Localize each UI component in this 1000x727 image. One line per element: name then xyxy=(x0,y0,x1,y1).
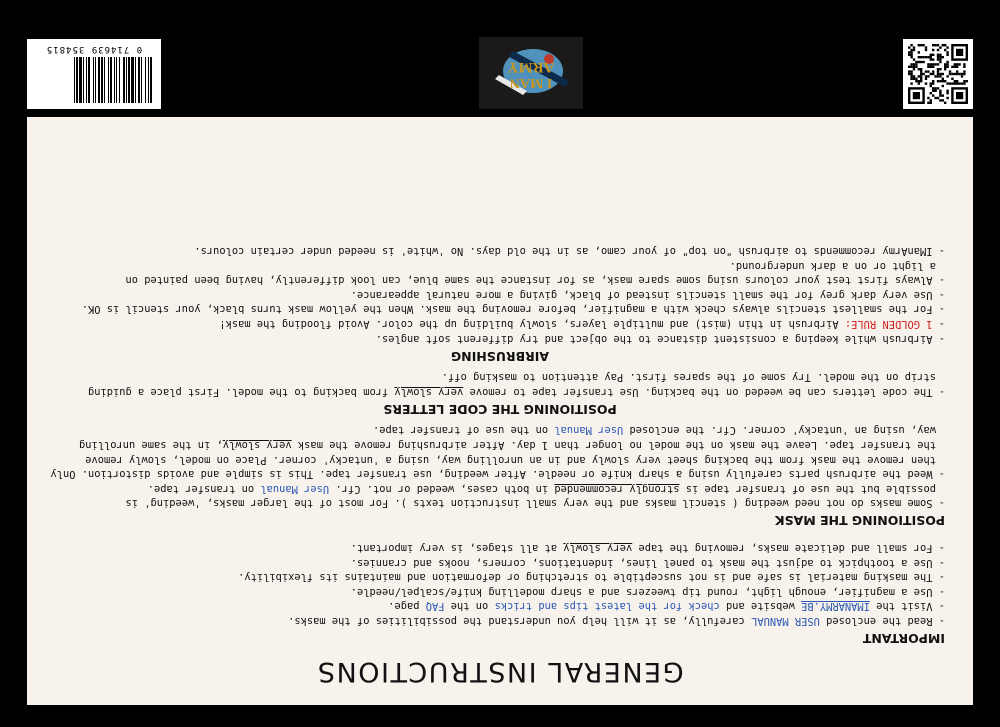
qr-module xyxy=(942,80,944,82)
text-run: - For small and delicate masks, removing the tape xyxy=(632,542,945,555)
qr-module xyxy=(946,97,948,99)
qr-module xyxy=(934,63,936,65)
barcode-bar xyxy=(74,57,75,103)
qr-module xyxy=(920,78,922,80)
qr-module xyxy=(922,44,924,46)
svg-text:ARMY: ARMY xyxy=(507,59,555,75)
qr-module xyxy=(954,63,956,65)
qr-module xyxy=(908,70,910,72)
barcode-bar xyxy=(148,57,149,103)
qr-module xyxy=(944,66,946,68)
qr-module xyxy=(927,66,929,68)
qr-module xyxy=(913,63,915,65)
qr-module xyxy=(930,92,932,94)
qr-module xyxy=(920,44,922,46)
text-run: the transfer tape. Leave the mask on the model no longer than 1 day. After airbrushing remove the mask xyxy=(291,439,936,452)
qr-module xyxy=(910,44,912,46)
qr-module xyxy=(918,44,920,46)
qr-module xyxy=(937,49,939,51)
qr-module xyxy=(937,97,939,99)
barcode-bar xyxy=(128,57,130,103)
qr-module xyxy=(937,63,939,65)
text-run: - Use a magnifier, enough light, round tip tweezers and a sharp modelling knife/scalpel/needle. xyxy=(350,585,945,598)
qr-module xyxy=(915,61,917,63)
barcode-icon xyxy=(34,55,154,103)
barcode-bar xyxy=(119,57,120,103)
qr-module xyxy=(939,68,941,70)
qr-module xyxy=(927,70,929,72)
qr-module xyxy=(920,75,922,77)
qr-module xyxy=(925,78,927,80)
barcode-bar xyxy=(114,57,115,103)
inline-link[interactable]: check for the latest tips and tricks xyxy=(494,600,720,613)
qr-module xyxy=(939,94,941,96)
text-run: strongly recommended xyxy=(554,482,680,495)
qr-module xyxy=(958,63,960,65)
qr-module xyxy=(922,61,924,63)
qr-module xyxy=(908,54,910,56)
important-line xyxy=(55,599,945,614)
barcode-bar xyxy=(93,57,94,103)
positioning-mask-line xyxy=(55,423,945,438)
barcode-bar xyxy=(98,57,100,103)
text-run: - Use very dark grey for the small stencils instead of black, giving a more natural appearance. xyxy=(350,288,945,301)
qr-module xyxy=(918,68,920,70)
qr-module xyxy=(930,56,932,58)
qr-module xyxy=(930,102,932,104)
qr-module xyxy=(918,80,920,82)
qr-module xyxy=(934,90,936,92)
text-run: very slowly xyxy=(394,385,464,398)
text-run: from backing to the model. First place a guiding xyxy=(87,385,395,398)
inline-link[interactable]: User Manual xyxy=(260,482,330,495)
text-run: - Visit the xyxy=(869,600,945,613)
qr-module xyxy=(946,54,948,56)
qr-module xyxy=(951,66,953,68)
barcode-bar xyxy=(141,57,142,103)
qr-module xyxy=(961,73,963,75)
qr-module xyxy=(937,73,939,75)
airbrushing-line xyxy=(55,258,945,273)
qr-finder xyxy=(956,92,963,99)
qr-module xyxy=(942,94,944,96)
qr-module xyxy=(939,56,941,58)
qr-module xyxy=(918,56,920,58)
qr-module xyxy=(930,82,932,84)
qr-module xyxy=(932,63,934,65)
text-run: , in the same unrolling xyxy=(78,439,223,452)
airbrushing-line xyxy=(55,273,945,288)
text-run: possible but the use of transfer tape is xyxy=(679,482,936,495)
qr-module xyxy=(915,80,917,82)
instruction-sheet xyxy=(27,117,973,705)
qr-module xyxy=(954,66,956,68)
qr-module xyxy=(939,46,941,48)
qr-module xyxy=(937,58,939,60)
qr-module xyxy=(961,82,963,84)
qr-module xyxy=(925,49,927,51)
qr-module xyxy=(944,49,946,51)
qr-module xyxy=(949,70,951,72)
barcode-bar xyxy=(101,57,103,103)
qr-module xyxy=(910,66,912,68)
qr-module xyxy=(942,44,944,46)
important-line xyxy=(55,540,945,555)
qr-module xyxy=(956,73,958,75)
positioning-mask-heading: POSITIONING THE MASK xyxy=(774,513,945,529)
text-run: - The code letters can be weeded on the backing. Use transfer tape to remove xyxy=(463,385,945,398)
qr-module xyxy=(918,51,920,53)
qr-module xyxy=(944,68,946,70)
qr-module xyxy=(913,75,915,77)
qr-module xyxy=(910,82,912,84)
qr-module xyxy=(966,80,968,82)
qr-module xyxy=(939,58,941,60)
positioning-mask-line xyxy=(55,452,945,467)
svg-text:I MAN: I MAN xyxy=(509,75,553,90)
barcode xyxy=(27,39,161,109)
text-run: at all stages, is very important. xyxy=(350,542,564,555)
qr-module xyxy=(961,75,963,77)
barcode-bar xyxy=(126,57,127,103)
text-run: - Weed the airbrush parts carefully using a sharp knife or needle. After weeding, use transfer tape. This is simple and avoids distortion. Only xyxy=(50,468,945,481)
text-run: - Always first test your colours using some spare mask, as for instance the same blue, can look differently, having been painted on xyxy=(125,274,945,287)
barcode-bar xyxy=(95,57,96,103)
important-line xyxy=(55,613,945,628)
text-run: 1 GOLDEN RULE: xyxy=(844,318,933,331)
barcode-bar xyxy=(110,57,112,103)
qr-module xyxy=(963,73,965,75)
page-title: GENERAL INSTRUCTIONS xyxy=(316,656,684,687)
qr-module xyxy=(956,63,958,65)
airbrushing-line xyxy=(55,331,945,346)
qr-module xyxy=(910,78,912,80)
inline-link[interactable]: USER MANUAL xyxy=(751,615,820,627)
qr-module xyxy=(913,49,915,51)
important-heading: IMPORTANT xyxy=(862,631,945,646)
qr-module xyxy=(946,75,948,77)
qr-module xyxy=(927,97,929,99)
text-run: - xyxy=(932,318,945,331)
qr-module xyxy=(963,70,965,72)
airbrushing-line xyxy=(55,317,945,332)
qr-module xyxy=(913,58,915,60)
qr-module xyxy=(958,82,960,84)
text-run: - Use a toothpick to adjust the mask to panel lines, indentations, corners, nooks and crannies. xyxy=(350,556,945,569)
qr-module xyxy=(954,82,956,84)
qr-module xyxy=(946,92,948,94)
positioning-code-line xyxy=(55,384,945,399)
text-run: on the use of transfer tape. xyxy=(372,424,555,437)
positioning-code-section xyxy=(55,370,945,399)
text-run: page. xyxy=(388,600,426,613)
text-run: - The masking material is safe and is not susceptible to stretching or deformation and maintains its flexibility. xyxy=(238,571,945,584)
qr-module xyxy=(939,80,941,82)
imanarmy-logo xyxy=(479,37,583,109)
qr-module xyxy=(939,73,941,75)
qr-module xyxy=(913,68,915,70)
qr-module xyxy=(932,87,934,89)
text-run: in both cases, weeded or not. Cfr. xyxy=(329,482,555,495)
barcode-bar xyxy=(116,57,117,103)
qr-module xyxy=(932,73,934,75)
airbrushing-heading: AIRBRUSHING xyxy=(450,348,550,364)
qr-module xyxy=(951,82,953,84)
qr-module xyxy=(920,80,922,82)
qr-module xyxy=(932,49,934,51)
qr-module xyxy=(951,78,953,80)
qr-module xyxy=(956,66,958,68)
important-line xyxy=(55,570,945,585)
qr-finder xyxy=(913,92,920,99)
text-run: on transfer tape. xyxy=(147,482,261,495)
qr-module xyxy=(920,61,922,63)
qr-module xyxy=(908,73,910,75)
text-run: on the xyxy=(444,600,495,613)
text-run: - Some masks do not need weeding ( stencil masks and the very small instruction texts ). For most of the larger masks, 'weeding' is xyxy=(125,497,945,510)
barcode-bar xyxy=(108,57,109,103)
qr-module xyxy=(946,61,948,63)
qr-module xyxy=(925,56,927,58)
barcode-bar xyxy=(145,57,146,103)
barcode-bar xyxy=(88,57,90,103)
qr-module xyxy=(946,51,948,53)
qr-module xyxy=(910,70,912,72)
qr-module xyxy=(951,73,953,75)
qr-module xyxy=(910,56,912,58)
qr-module xyxy=(920,68,922,70)
qr-module xyxy=(954,80,956,82)
qr-finder xyxy=(956,49,963,56)
qr-module xyxy=(942,99,944,101)
qr-module xyxy=(918,82,920,84)
airbrushing-section xyxy=(55,244,945,346)
qr-module xyxy=(939,75,941,77)
text-run: website and xyxy=(719,600,802,613)
text-run: - Read the enclosed xyxy=(819,615,945,627)
qr-module xyxy=(954,73,956,75)
barcode-bar xyxy=(138,57,140,103)
qr-module xyxy=(920,56,922,58)
text-run: strip on the model. Try some of the spares first. Pay attention to masking off. xyxy=(441,371,936,384)
qr-module xyxy=(932,90,934,92)
barcode-bar xyxy=(123,57,125,103)
qr-module xyxy=(956,80,958,82)
positioning-code-heading: POSITIONING THE CODE LETTERS xyxy=(383,401,617,417)
qr-module xyxy=(930,85,932,87)
positioning-mask-line xyxy=(55,481,945,496)
positioning-mask-line xyxy=(55,496,945,511)
qr-module xyxy=(913,78,915,80)
barcode-bar xyxy=(83,57,84,103)
qr-module xyxy=(927,102,929,104)
barcode-digits: 0 714639 354815 xyxy=(45,44,143,54)
qr-module xyxy=(956,70,958,72)
positioning-code-line xyxy=(55,370,945,385)
qr-module xyxy=(939,61,941,63)
text-run: way, using an 'untacky' corner. Cfr. the enclosed xyxy=(623,424,936,437)
qr-module xyxy=(932,44,934,46)
qr-module xyxy=(920,70,922,72)
qr-module xyxy=(920,73,922,75)
logo-emblem-icon xyxy=(479,37,583,109)
qr-module xyxy=(932,80,934,82)
qr-module xyxy=(910,54,912,56)
qr-module xyxy=(946,63,948,65)
inline-link[interactable]: IMANARMY.BE xyxy=(801,600,870,613)
qr-module xyxy=(963,63,965,65)
qr-module xyxy=(922,56,924,58)
text-run: - For the smallest stencils always check with a magnifier, before removing the mask. When the yellow mask turns black, your stencil is OK. xyxy=(81,303,945,316)
qr-code xyxy=(903,39,973,109)
qr-module xyxy=(915,63,917,65)
barcode-bar xyxy=(131,57,134,103)
qr-module xyxy=(942,85,944,87)
qr-module xyxy=(949,73,951,75)
qr-module xyxy=(937,80,939,82)
qr-module xyxy=(930,99,932,101)
qr-module xyxy=(937,68,939,70)
qr-module xyxy=(910,75,912,77)
qr-module xyxy=(937,75,939,77)
qr-module xyxy=(937,54,939,56)
barcode-bar xyxy=(79,57,82,103)
qr-module xyxy=(908,46,910,48)
qr-module xyxy=(963,82,965,84)
qr-module xyxy=(913,66,915,68)
text-run: then remove the mask from the backing sheet very slowly and in an unrolling way, using a 'untacky' corner. Place on model, slowly remove xyxy=(85,453,936,466)
qr-module xyxy=(934,75,936,77)
positioning-mask-section xyxy=(50,423,945,511)
qr-module xyxy=(922,73,924,75)
qr-module xyxy=(927,63,929,65)
barcode-bar xyxy=(86,57,87,103)
qr-module xyxy=(925,75,927,77)
qr-module xyxy=(942,73,944,75)
qr-module xyxy=(930,66,932,68)
qr-module xyxy=(932,94,934,96)
qr-module xyxy=(963,80,965,82)
airbrushing-line xyxy=(55,287,945,302)
qr-module xyxy=(932,82,934,84)
qr-module xyxy=(927,56,929,58)
important-line xyxy=(55,555,945,570)
qr-module xyxy=(930,73,932,75)
text-run: - Airbrush while keeping a consistent distance to the object and try different soft angles. xyxy=(375,332,945,345)
qr-module xyxy=(927,75,929,77)
text-run: a light or on a dark underground. xyxy=(729,259,936,272)
qr-module xyxy=(944,102,946,104)
qr-module xyxy=(934,97,936,99)
qr-module xyxy=(946,46,948,48)
qr-module xyxy=(944,63,946,65)
text-run: very slowly xyxy=(222,439,292,452)
qr-module xyxy=(930,58,932,60)
inline-link[interactable]: User Manual xyxy=(554,424,624,437)
qr-module xyxy=(937,44,939,46)
qr-module xyxy=(939,90,941,92)
qr-module xyxy=(925,70,927,72)
qr-module xyxy=(932,54,934,56)
inline-link[interactable]: FAQ xyxy=(425,600,445,613)
text-run: - IManArmy recommends to airbrush "on top" of your camo, as in the old days. No 'white' is needed under certain colours. xyxy=(194,245,945,258)
qr-module xyxy=(915,78,917,80)
qr-module xyxy=(910,73,912,75)
qr-module xyxy=(925,82,927,84)
qr-code-icon xyxy=(908,44,968,104)
qr-module xyxy=(946,90,948,92)
important-line xyxy=(55,584,945,599)
qr-module xyxy=(934,87,936,89)
qr-module xyxy=(930,63,932,65)
qr-module xyxy=(915,66,917,68)
airbrushing-line xyxy=(55,302,945,317)
airbrushing-line xyxy=(55,244,945,259)
barcode-bar xyxy=(76,57,78,103)
qr-module xyxy=(918,75,920,77)
qr-module xyxy=(932,70,934,72)
barcode-bar xyxy=(150,57,152,103)
important-section xyxy=(55,540,945,628)
qr-module xyxy=(934,44,936,46)
qr-module xyxy=(910,49,912,51)
qr-module xyxy=(937,70,939,72)
text-run: very slowly xyxy=(563,542,633,555)
qr-module xyxy=(942,56,944,58)
qr-module xyxy=(918,61,920,63)
qr-module xyxy=(946,82,948,84)
positioning-mask-line xyxy=(50,467,945,482)
qr-module xyxy=(937,56,939,58)
qr-module xyxy=(937,87,939,89)
qr-module xyxy=(946,66,948,68)
qr-module xyxy=(939,92,941,94)
qr-module xyxy=(939,54,941,56)
qr-module xyxy=(944,80,946,82)
qr-module xyxy=(942,78,944,80)
text-run: Airbrush in thin (mist) and multiple layers, slowly building up the color. Avoid flooding the mask! xyxy=(219,318,845,331)
qr-module xyxy=(930,54,932,56)
qr-module xyxy=(910,63,912,65)
qr-module xyxy=(949,82,951,84)
qr-module xyxy=(910,51,912,53)
qr-module xyxy=(956,82,958,84)
qr-module xyxy=(932,66,934,68)
qr-module xyxy=(958,73,960,75)
positioning-mask-line xyxy=(55,437,945,452)
barcode-bar xyxy=(135,57,136,103)
qr-module xyxy=(913,46,915,48)
barcode-bar xyxy=(104,57,105,103)
text-run: carefully, as it will help you understand the possibilities of the masks. xyxy=(288,615,752,627)
qr-module xyxy=(939,99,941,101)
qr-module xyxy=(963,66,965,68)
qr-module xyxy=(908,51,910,53)
qr-module xyxy=(932,58,934,60)
qr-module xyxy=(925,46,927,48)
qr-module xyxy=(944,44,946,46)
qr-module xyxy=(908,66,910,68)
